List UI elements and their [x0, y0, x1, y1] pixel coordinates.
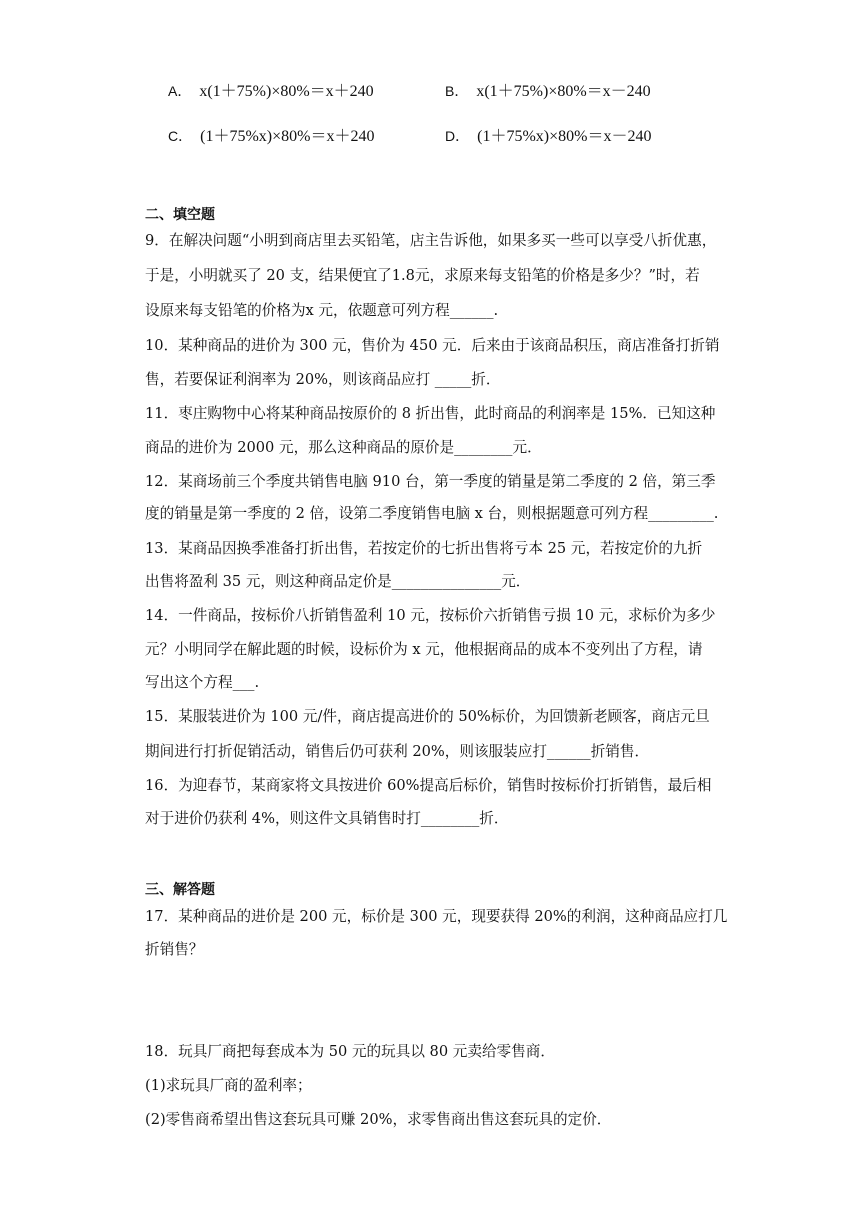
option-a — [168, 78, 374, 101]
section-title-fill-in: 二、填空题 — [145, 207, 215, 223]
option-label: B． — [445, 83, 469, 99]
question-line: (1)求玩具厂商的盈利率； — [145, 1077, 312, 1094]
option-label: D． — [445, 128, 470, 144]
question-line: 折销售？ — [145, 941, 204, 958]
option-label: C． — [168, 128, 193, 144]
option-d — [445, 123, 651, 146]
question-line: 11．枣庄购物中心将某种商品按原价的 8 折出售，此时商品的利润率是 15%．已知这种 — [145, 405, 716, 422]
question-line: 期间进行打折促销活动，销售后仍可获利 20%，则该服装应打______折销售． — [145, 743, 650, 760]
question-line: 元？小明同学在解此题的时候，设标价为 x 元，他根据商品的成本不变列出了方程，请 — [145, 641, 703, 658]
question-line: 度的销量是第一季度的 2 倍，设第二季度销售电脑 x 台，则根据题意可列方程_________. — [145, 505, 719, 522]
question-line: 13．某商品因换季准备打折出售，若按定价的七折出售将亏本 25 元，若按定价的九折 — [145, 540, 703, 557]
question-line: 18．玩具厂商把每套成本为 50 元的玩具以 80 元卖给零售商． — [145, 1043, 555, 1060]
option-c — [168, 123, 374, 146]
question-line: 对于进价仍获利 4%，则这件文具销售时打________折． — [145, 810, 509, 827]
question-line: 出售将盈利 35 元，则这种商品定价是_______________元． — [145, 573, 531, 590]
section-title-answer: 三、解答题 — [145, 882, 215, 898]
option-equation: x(1＋75%)×80%＝x－240 — [476, 83, 651, 100]
option-equation: x(1＋75%)×80%＝x＋240 — [199, 83, 374, 100]
question-line: 14．一件商品，按标价八折销售盈利 10 元，按标价六折销售亏损 10 元，求标价为多少 — [145, 607, 716, 624]
question-line: 商品的进价为 2000 元，那么这种商品的原价是________元． — [145, 439, 542, 456]
question-line: 12．某商场前三个季度共销售电脑 910 台，第一季度的销量是第二季度的 2 倍，第三季 — [145, 473, 716, 490]
question-line: 售，若要保证利润率为 20%，则该商品应打 _____折． — [145, 371, 501, 388]
question-line: 于是，小明就买了 20 支，结果便宜了1.8元，求原来每支铅笔的价格是多少？”时，若 — [145, 267, 700, 284]
question-line: 写出这个方程___. — [145, 674, 260, 691]
option-equation: (1＋75%x)×80%＝x＋240 — [200, 128, 375, 145]
option-b — [445, 78, 651, 101]
question-line: 设原来每支铅笔的价格为x 元，依题意可列方程______. — [145, 302, 499, 319]
question-line: 17．某种商品的进价是 200 元，标价是 300 元，现要获得 20%的利润，这种商品应打几 — [145, 908, 728, 925]
question-line: 16．为迎春节，某商家将文具按进价 60%提高后标价，销售时按标价打折销售，最后相 — [145, 777, 712, 794]
option-equation: (1＋75%x)×80%＝x－240 — [477, 128, 652, 145]
question-line: 15．某服装进价为 100 元/件，商店提高进价的 50%标价，为回馈新老顾客，商店元旦 — [145, 708, 710, 725]
option-label: A． — [168, 83, 192, 99]
question-line: (2)零售商希望出售这套玩具可赚 20%，求零售商出售这套玩具的定价． — [145, 1111, 612, 1128]
question-line: 10．某种商品的进价为 300 元，售价为 450 元．后来由于该商品积压，商店准备打折销 — [145, 337, 720, 354]
question-line: 9．在解决问题“小明到商店里去买铅笔，店主告诉他，如果多买一些可以享受八折优惠， — [145, 232, 717, 249]
